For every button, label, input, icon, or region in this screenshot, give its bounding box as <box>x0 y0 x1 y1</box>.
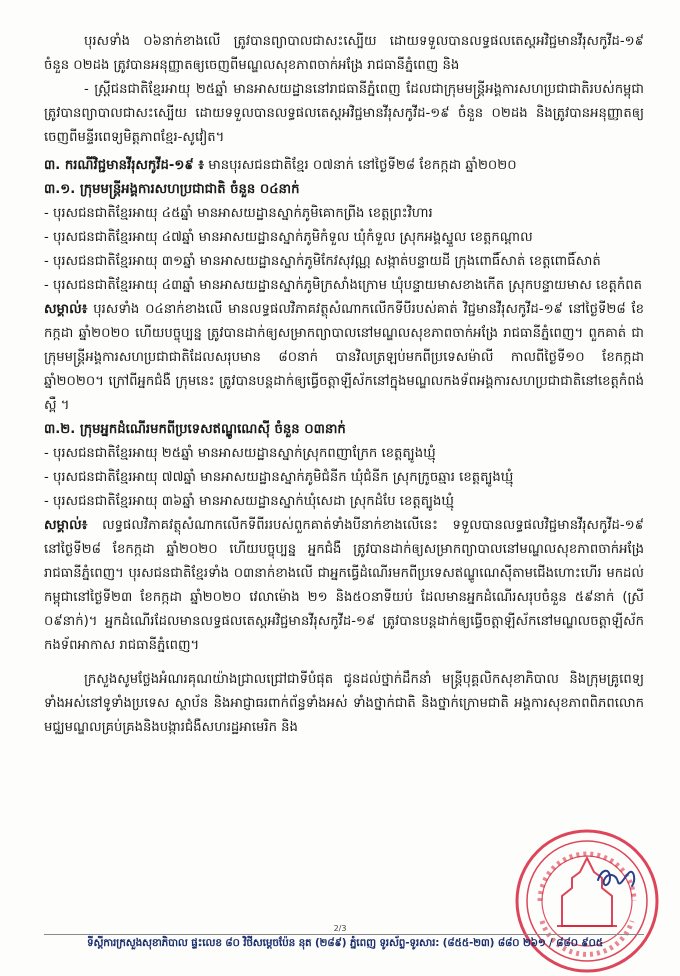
section-3-heading: ៣. ករណីវិជ្ជមានវីរុសកូវីដ-១៩ ៖ <box>44 158 205 173</box>
section-3-1-heading: ៣.១. ក្រុមមន្ត្រីអង្គការសហប្រជាជាតិ ចំនួន ០៤នាក់ <box>44 182 300 197</box>
note-1 <box>44 298 644 418</box>
note-2 <box>44 514 644 658</box>
signature-mark <box>594 866 644 892</box>
document-body <box>44 30 644 740</box>
note-1-label: សម្គាល់៖ <box>44 302 88 317</box>
note-2-label: សម្គាល់៖ <box>44 518 88 533</box>
ministry-seal-stamp <box>512 826 662 976</box>
list-item: - បុរសជនជាតិខ្មែរអាយុ ៣១ឆ្នាំ មានអាសយដ្ឋានស្នាក់ភូមិកែវសុវណ្ណ សង្កាត់បន្ទាយដី ក្រុងពោធិ៍សាត់ ខេត្តពោធិ៍សាត់ <box>44 254 601 269</box>
section-3 <box>44 154 644 178</box>
list-item: - បុរសជនជាតិខ្មែរអាយុ ៤៣ឆ្នាំ មានអាសយដ្ឋានស្នាក់ភូមិក្រសាំងក្រោម ឃុំបន្ទាយមាសខាងកើត ស្រុកបន្ទាយមាស ខេត្តកំពត <box>44 278 643 293</box>
list-item: - បុរសជនជាតិខ្មែរអាយុ ២៥ឆ្នាំ មានអាសយដ្ឋានស្នាក់ស្រុកពញាក្រែក ខេត្តត្បូងឃ្មុំ <box>44 446 436 461</box>
list-item: - បុរសជនជាតិខ្មែរអាយុ ៣៦ឆ្នាំ មានអាសយដ្ឋានស្នាក់ឃុំសេដា ស្រុកដំបែ ខេត្តត្បូងឃ្មុំ <box>44 494 454 509</box>
section-3-2-heading: ៣.២. ក្រុមអ្នកដំណើរមកពីប្រទេសឥណ្ឌូណេស៊ី ចំនួន ០៣នាក់ <box>44 422 346 437</box>
list-item: - បុរសជនជាតិខ្មែរអាយុ ៧៧ឆ្នាំ មានអាសយដ្ឋានស្នាក់ភូមិជំនីក ឃុំជំនីក ស្រុកក្រូចឆ្មារ ខេត្តត្បូងឃ្មុំ <box>44 470 514 485</box>
footer-address: ទីស្ដីការក្រសួងសុខាភិបាល ផ្ទះលេខ ៨០ វិថីសម្ដេចប៉ែន នុត (២៨៩) ភ្នំពេញ ទូរស័ព្ទ-ទូរសារ: (៨៥៥-២៣) ៨៨០ ២៦១ / ៨៨០ ៩០៥ <box>86 937 603 949</box>
note-1-text: បុរសទាំង ០៤នាក់ខាងលើ មានលទ្ធផលវិភាគវត្ថុសំណាកលើកទីបីរបស់គាត់ វិជ្ជមានវីរុសកូវីដ-១៩ នៅថ្ងៃទី២៨ ខែកក្កដា ឆ្នាំ២០២០ ហើយបច្ចុប្បន្ន ត្រូវបានដាក់ឲ្យសម្រាកព្យាបាលនៅមណ្ឌលសុខភាពចាក់អង្រែ រាជធានីភ្នំពេញ។ ពួកគាត់ ជាក្រុមមន្ត្រីអង្គការសហប្រជាជាតិដែលសរុបមាន ៨០នាក់ បានវិលត្រឡប់មកពីប្រទេសម៉ាលី កាលពីថ្ងៃទី១០ ខែកក្កដា ឆ្នាំ២០២០។ ក្រៅពីអ្នកជំងឺ ក្រុមនេះ ត្រូវបានបន្តដាក់ឲ្យធ្វើចត្តាឡីស័កនៅក្នុងមណ្ឌលកងទ័ពអង្គការសហប្រជាជាតិនៅខេត្តកំពង់ស្ពឺ ។ <box>44 302 644 413</box>
footer-divider <box>44 934 644 935</box>
paragraph-recovered-men: បុរសទាំង ០៦នាក់ខាងលើ ត្រូវបានព្យាបាលជាសះស្បើយ ដោយទទួលបានលទ្ធផលតេស្តអវិជ្ជមានវីរុសកូវីដ-១៩ ចំនួន ០២ដង ត្រូវបានអនុញ្ញាតឲ្យចេញពីមណ្ឌលសុខភាពចាក់អង្រែ រាជធានីភ្នំពេញ និង <box>44 34 644 73</box>
page-number: 2/3 <box>333 924 347 933</box>
paragraph-recovered-woman: - ស្ត្រីជនជាតិខ្មែរអាយុ ២៥ឆ្នាំ មានអាសយដ្ឋាននៅរាជធានីភ្នំពេញ ដែលជាក្រុមមន្ត្រីអង្គការសហប្រជាជាតិរបស់កម្ពុជាត្រូវបានព្យាបាលជាសះស្បើយ ដោយទទួលបានលទ្ធផលតេស្តអវិជ្ជមានវីរុសកូវីដ-១៩ ចំនួន ០២ដង និងត្រូវបានអនុញ្ញាតឲ្យចេញពីមន្ទីរពេទ្យមិត្តភាពខ្មែរ-សូវៀត។ <box>44 82 644 145</box>
closing-paragraph: ក្រសួងសូមថ្លែងអំណរគុណយ៉ាងជ្រាលជ្រៅជាទីបំផុត ជូនដល់ថ្នាក់ដឹកនាំ មន្ត្រីបុគ្គលិកសុខាភិបាល និងក្រុមគ្រូពេទ្យទាំងអស់នៅទូទាំងប្រទេស ស្ថាប័ន និងអាជ្ញាធរពាក់ព័ន្ធទាំងអស់ ទាំងថ្នាក់ជាតិ និងថ្នាក់ក្រោមជាតិ អង្គការសុខភាពពិភពលោក មជ្ឈមណ្ឌលគ្រប់គ្រងនិងបង្ការជំងឺសហរដ្ឋអាមេរិក និង <box>44 672 644 735</box>
note-2-text: លទ្ធផលវិភាគវត្ថុសំណាកលើកទីពីររបស់ពួកគាត់ទាំងបីនាក់ខាងលើនេះ ទទួលបានលទ្ធផលវិជ្ជមានវីរុសកូវីដ-១៩ នៅថ្ងៃទី២៨ ខែកក្កដា ឆ្នាំ២០២០ ហើយបច្ចុប្បន្ន អ្នកជំងឺ ត្រូវបានដាក់ឲ្យសម្រាកព្យាបាលនៅមណ្ឌលសុខភាពចាក់អង្រែ រាជធានីភ្នំពេញ។ បុរសជនជាតិខ្មែរទាំង ០៣នាក់ខាងលើ ជាអ្នកធ្វើដំណើរមកពីប្រទេសឥណ្ឌូណេស៊ីតាមជើងហោះហើរ មកដល់កម្ពុជានៅថ្ងៃទី២៣ ខែកក្កដា ឆ្នាំ២០២០ វេលាម៉ោង ២១ និង៥០នាទីយប់ ដែលមានអ្នកដំណើរសរុបចំនួន ៥៩នាក់ (ស្រី ០៩នាក់)។ អ្នកដំណើរដែលមានលទ្ធផលតេស្តអវិជ្ជមានវីរុសកូវីដ-១៩ ត្រូវបានបន្តដាក់ឲ្យធ្វើចត្តាឡីស័កនៅមណ្ឌលចត្តាឡីស័កកងទ័ពអាកាស រាជធានីភ្នំពេញ។ <box>44 518 644 653</box>
list-item: - បុរសជនជាតិខ្មែរអាយុ ៤៧ឆ្នាំ មានអាសយដ្ឋានស្នាក់ភូមិកំទួល ឃុំកំទួល ស្រុកអង្គស្នួល ខេត្តកណ្ដាល <box>44 230 533 245</box>
section-3-text: មានបុរសជនជាតិខ្មែរ ០៧នាក់ នៅថ្ងៃទី២៨ ខែកក្កដា ឆ្នាំ២០២០ <box>204 158 517 173</box>
list-item: - បុរសជនជាតិខ្មែរអាយុ ៤៥ឆ្នាំ មានអាសយដ្ឋានស្នាក់ភូមិគោកព្រីង ខេត្តព្រះវិហារ <box>44 206 433 221</box>
